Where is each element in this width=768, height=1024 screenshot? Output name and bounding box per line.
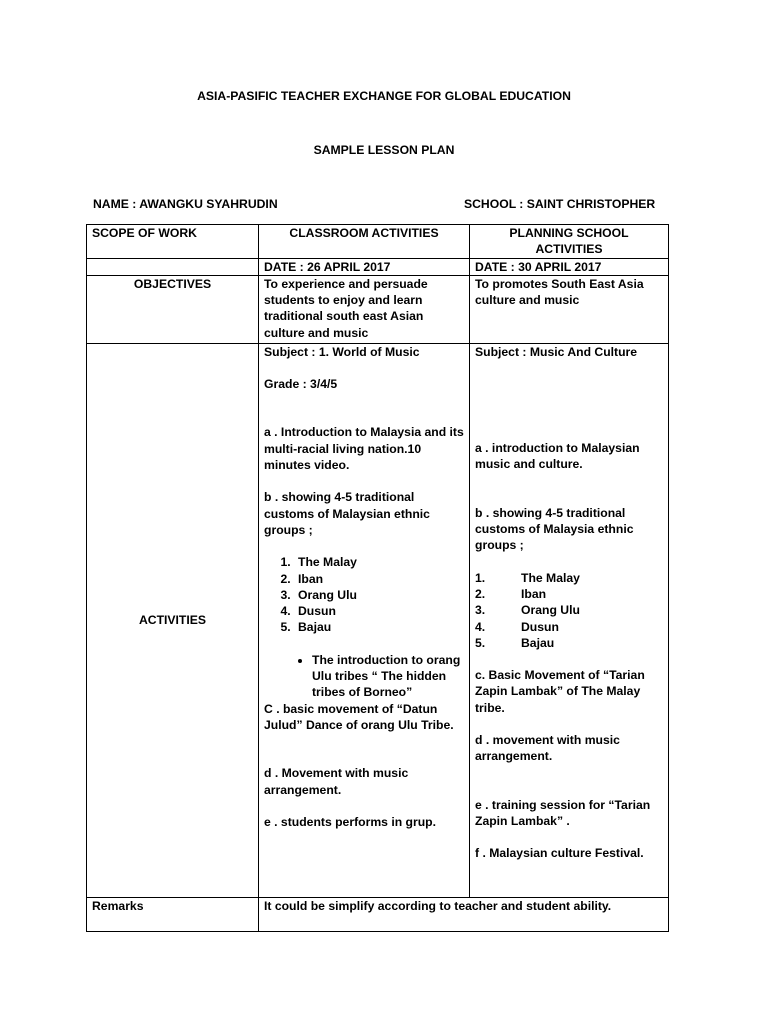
classroom-objective: To experience and persuade students to enjoy and learn traditional south east Asian culture and music	[259, 275, 470, 343]
classroom-activities-cell	[259, 343, 470, 897]
classroom-item-a: a . Introduction to Malaysia and its multi-racial living nation.10 minutes video.	[264, 425, 464, 473]
planning-date: DATE : 30 APRIL 2017	[470, 258, 669, 275]
list-item: 3. Orang Ulu	[294, 587, 464, 603]
list-item: 2. Iban	[294, 571, 464, 587]
school-name: SCHOOL : SAINT CHRISTOPHER	[464, 197, 656, 211]
header-row	[87, 225, 669, 259]
remarks-text: It could be simplify according to teacher and student ability.	[259, 897, 669, 931]
classroom-item-e: e . students performs in grup.	[264, 814, 436, 829]
classroom-date: DATE : 26 APRIL 2017	[259, 258, 470, 275]
document-title: ASIA-PASIFIC TEACHER EXCHANGE FOR GLOBAL EDUCATION	[197, 89, 571, 103]
list-item: 1. The Malay	[294, 554, 464, 570]
list-item: 5. Bajau	[475, 635, 555, 650]
remarks-label: Remarks	[87, 897, 259, 931]
planning-item-e: e . training session for “Tarian Zapin Lambak” .	[475, 797, 651, 828]
teacher-name: NAME : AWANGKU SYAHRUDIN	[93, 197, 278, 211]
classroom-grade: Grade : 3/4/5	[264, 377, 338, 392]
classroom-bullet-list	[264, 652, 464, 701]
list-item: 5. Bajau	[294, 619, 464, 635]
objectives-label: OBJECTIVES	[87, 275, 259, 343]
classroom-tribe-list	[264, 554, 464, 635]
classroom-subject: Subject : 1. World of Music	[264, 344, 420, 359]
classroom-activities-header: CLASSROOM ACTIVITIES	[259, 225, 470, 259]
planning-item-b: b . showing 4-5 traditional customs of Malaysia ethnic groups ;	[475, 505, 634, 553]
scope-of-work-header: SCOPE OF WORK	[87, 225, 259, 259]
lesson-plan-table	[86, 224, 669, 932]
list-item: 3. Orang Ulu	[475, 603, 580, 618]
classroom-item-d: d . Movement with music arrangement.	[264, 766, 409, 797]
remarks-row	[87, 897, 669, 931]
planning-subject: Subject : Music And Culture	[475, 344, 638, 359]
planning-activities-header: PLANNING SCHOOL ACTIVITIES	[470, 225, 669, 259]
list-item: 2. Iban	[475, 586, 547, 601]
date-row	[87, 258, 669, 275]
list-item: 1. The Malay	[475, 570, 580, 585]
planning-tribe-list	[475, 570, 663, 651]
objectives-row	[87, 275, 669, 343]
planning-item-f: f . Malaysian culture Festival.	[475, 846, 644, 861]
activities-row	[87, 343, 669, 897]
document-subtitle: SAMPLE LESSON PLAN	[313, 143, 455, 157]
name-school-row	[93, 196, 656, 212]
planning-objective: To promotes South East Asia culture and music	[470, 275, 669, 343]
date-row-blank	[87, 258, 259, 275]
list-item: 4. Dusun	[294, 603, 464, 619]
list-item: 4. Dusun	[475, 619, 559, 634]
planning-item-c: c. Basic Movement of “Tarian Zapin Lambak” of The Malay tribe.	[475, 668, 645, 715]
planning-item-d: d . movement with music arrangement.	[475, 733, 620, 764]
list-item: • The introduction to orang Ulu tribes “ The hidden tribes of Borneo”	[312, 652, 464, 701]
classroom-item-b: b . showing 4-5 traditional customs of Malaysian ethnic groups ;	[264, 490, 430, 537]
classroom-item-c: C . basic movement of “Datun Julud” Dance of orang Ulu Tribe.	[264, 701, 454, 732]
planning-item-a: a . introduction to Malaysian music and culture.	[475, 441, 640, 472]
activities-label: ACTIVITIES	[87, 343, 259, 897]
planning-activities-cell	[470, 343, 669, 897]
